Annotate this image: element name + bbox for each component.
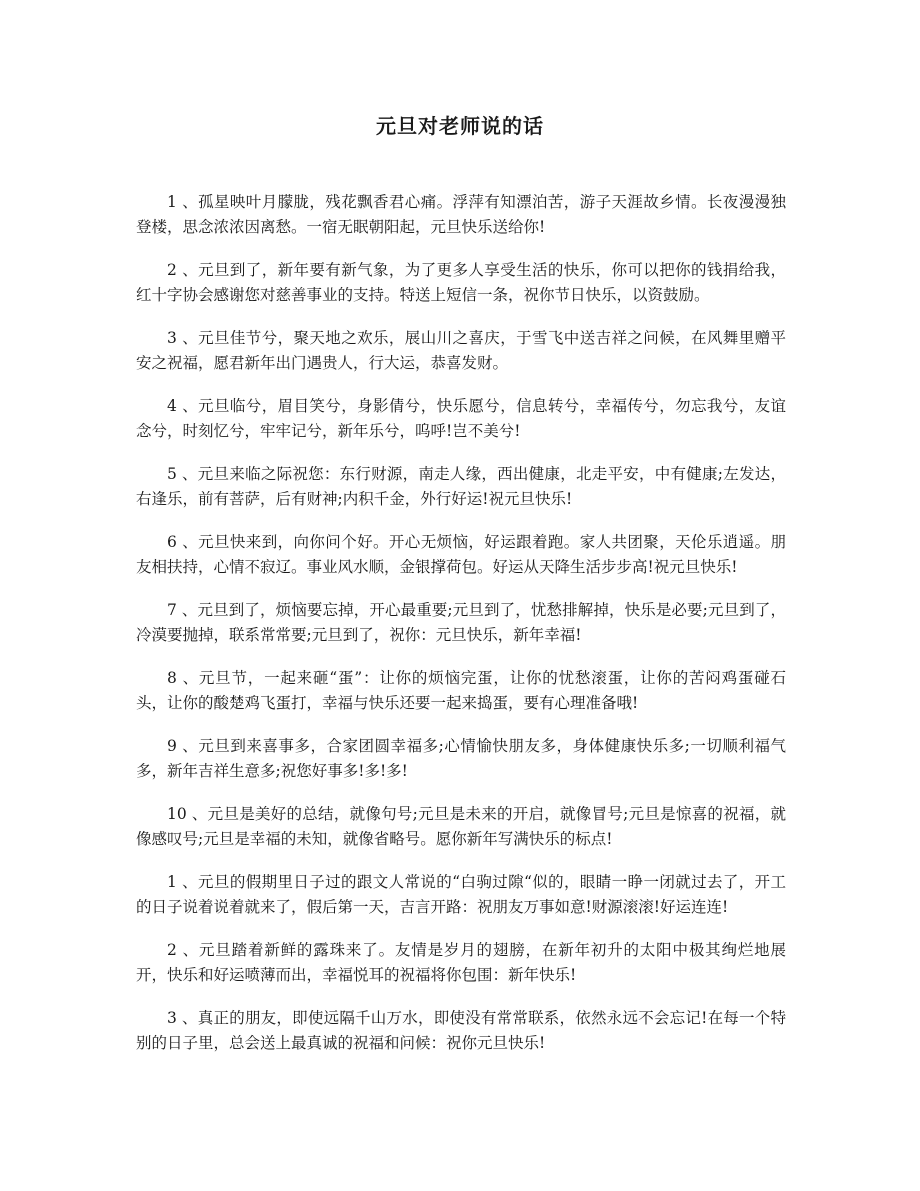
paragraph: 6 、元旦快来到，向你问个好。开心无烦恼，好运跟着跑。家人共团聚，天伦乐逍遥。朋友相扶持，心情不寂辽。事业风水顺，金银撑荷包。好运从天降生活步步高!祝元旦快乐!: [136, 533, 786, 576]
paragraph: 5 、元旦来临之际祝您：东行财源，南走人缘，西出健康，北走平安，中有健康;左发达，右逢乐，前有菩萨，后有财神;内积千金，外行好运!祝元旦快乐!: [136, 465, 786, 508]
paragraph: 4 、元旦临兮，眉目笑兮，身影倩兮，快乐愿兮，信息转兮，幸福传兮，勿忘我兮，友谊念兮，时刻忆兮，牢牢记兮，新年乐兮，呜呼!岂不美兮!: [136, 397, 786, 440]
paragraph: 7 、元旦到了，烦恼要忘掉，开心最重要;元旦到了，忧愁排解掉，快乐是必要;元旦到了，冷漠要抛掉，联系常常要;元旦到了，祝你：元旦快乐，新年幸福!: [136, 601, 786, 644]
paragraph: 2 、元旦踏着新鲜的露珠来了。友情是岁月的翅膀，在新年初升的太阳中极其绚烂地展开，快乐和好运喷薄而出，幸福悦耳的祝福将你包围：新年快乐!: [136, 941, 786, 984]
document-title: 元旦对老师说的话: [376, 114, 544, 138]
paragraph: 1 、孤星映叶月朦胧，残花飘香君心痛。浮萍有知漂泊苦，游子天涯故乡情。长夜漫漫独登楼，思念浓浓因离愁。一宿无眠朝阳起，元旦快乐送给你!: [136, 193, 786, 236]
paragraph: 9 、元旦到来喜事多，合家团圆幸福多;心情愉快朋友多，身体健康快乐多;一切顺利福气多，新年吉祥生意多;祝您好事多!多!多!: [136, 737, 786, 780]
paragraph: 3 、元旦佳节兮，聚天地之欢乐，展山川之喜庆，于雪飞中送吉祥之问候，在风舞里赠平安之祝福，愿君新年出门遇贵人，行大运，恭喜发财。: [136, 329, 786, 372]
paragraph: 2 、元旦到了，新年要有新气象，为了更多人享受生活的快乐，你可以把你的钱捐给我，红十字协会感谢您对慈善事业的支持。特送上短信一条，祝你节日快乐，以资鼓励。: [136, 261, 786, 304]
paragraph: 1 、元旦的假期里日子过的跟文人常说的“白驹过隙“似的，眼睛一睁一闭就过去了，开工的日子说着说着就来了，假后第一天，吉言开路：祝朋友万事如意!财源滚滚!好运连连!: [136, 873, 786, 916]
paragraph: 8 、元旦节，一起来砸“蛋”：让你的烦恼完蛋，让你的忧愁滚蛋，让你的苦闷鸡蛋碰石头，让你的酸楚鸡飞蛋打，幸福与快乐还要一起来捣蛋，要有心理准备哦!: [136, 669, 786, 712]
document-body: [136, 190, 786, 1074]
paragraph: 10 、元旦是美好的总结，就像句号;元旦是未来的开启，就像冒号;元旦是惊喜的祝福，就像感叹号;元旦是幸福的未知，就像省略号。愿你新年写满快乐的标点!: [136, 805, 786, 848]
paragraph: 3 、真正的朋友，即使远隔千山万水，即使没有常常联系，依然永远不会忘记!在每一个特别的日子里，总会送上最真诚的祝福和问候：祝你元旦快乐!: [136, 1009, 786, 1052]
